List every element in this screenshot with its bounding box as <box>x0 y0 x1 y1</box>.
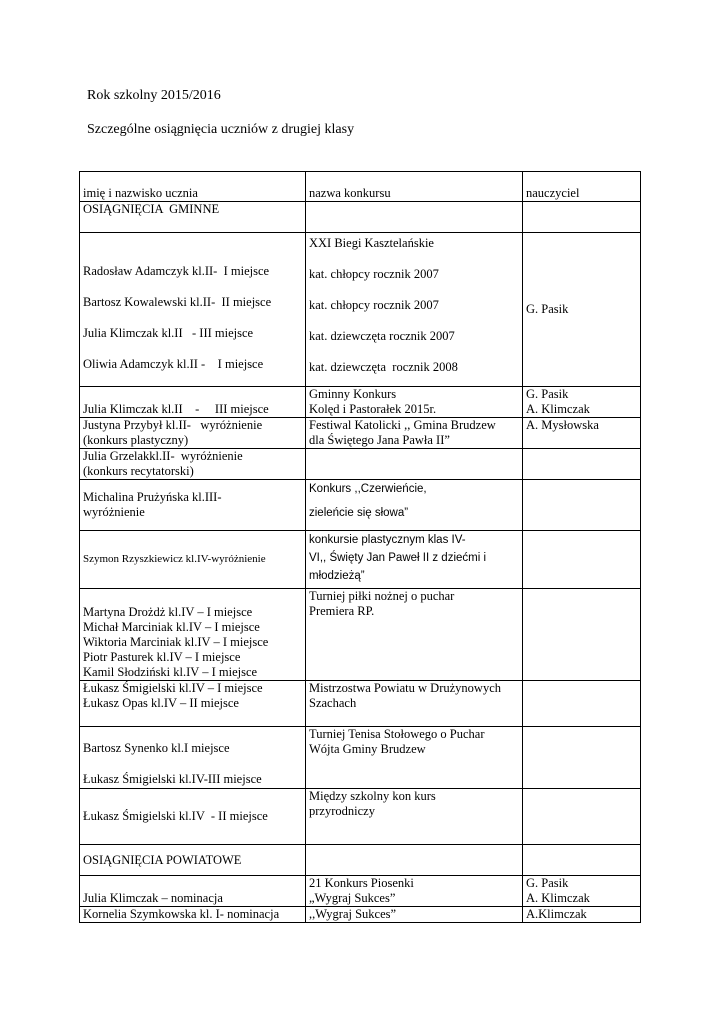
contest-cell <box>306 480 523 531</box>
student-cell: Julia Klimczak – nominacja <box>80 876 306 907</box>
school-year-heading: Rok szkolny 2015/2016 <box>87 88 221 103</box>
contest-entry: kat. dziewczęta rocznik 2007 <box>309 329 455 343</box>
contest-cell <box>306 876 523 907</box>
student-line: Kamil Słodziński kl.IV – I miejsce <box>83 665 258 679</box>
empty-cell <box>523 202 641 233</box>
student-entry: Bartosz Kowalewski kl.II- II miejsce <box>83 295 272 309</box>
header-student: imię i nazwisko ucznia <box>80 172 306 202</box>
teacher-line: G. Pasik <box>526 876 569 890</box>
student-cell <box>80 727 306 789</box>
student-line: Bartosz Synenko kl.I miejsce <box>83 741 230 755</box>
contest-entry: kat. dziewczęta rocznik 2008 <box>309 360 458 374</box>
contest-cell <box>306 681 523 727</box>
teacher-cell <box>523 387 641 418</box>
contest-line: Mistrzostwa Powiatu w Drużynowych <box>309 681 501 695</box>
student-cell: Kornelia Szymkowska kl. I- nominacja <box>80 907 306 923</box>
teacher-cell: A.Klimczak <box>523 907 641 923</box>
contest-line: zieleńcie się słowa” <box>309 507 409 519</box>
contest-line: przyrodniczy <box>309 804 375 818</box>
header-contest: nazwa konkursu <box>306 172 523 202</box>
section-title-powiatowe: OSIĄGNIĘCIA POWIATOWE <box>80 845 306 876</box>
student-cell: Julia Klimczak kl.II - III miejsce <box>80 387 306 418</box>
contest-entry: kat. chłopcy rocznik 2007 <box>309 267 439 281</box>
table-row <box>80 233 641 387</box>
empty-cell <box>523 531 641 589</box>
student-cell <box>80 449 306 480</box>
contest-line: młodzieżą” <box>309 570 365 582</box>
empty-cell <box>523 727 641 789</box>
table-row <box>80 789 641 845</box>
student-line: (konkurs plastyczny) <box>83 433 189 447</box>
header-teacher: nauczyciel <box>523 172 641 202</box>
contest-line: dla Świętego Jana Pawła II” <box>309 433 450 447</box>
contest-line: Festiwal Katolicki ,, Gmina Brudzew <box>309 418 496 432</box>
student-line: Wiktoria Marciniak kl.IV – I miejsce <box>83 635 269 649</box>
empty-cell <box>523 845 641 876</box>
contest-line: Między szkolny kon kurs <box>309 789 436 803</box>
table-row <box>80 449 641 480</box>
student-line: Julia Grzelakkl.II- wyróżnienie <box>83 449 243 463</box>
table-row <box>80 727 641 789</box>
teacher-line: A. Klimczak <box>526 402 590 416</box>
table-row <box>80 589 641 681</box>
student-line: Martyna Drożdż kl.IV – I miejsce <box>83 605 253 619</box>
contest-line: Premiera RP. <box>309 604 375 618</box>
student-cell <box>80 480 306 531</box>
contest-entry: XXI Biegi Kasztelańskie <box>309 236 434 250</box>
student-line: wyróżnienie <box>83 505 145 519</box>
student-line: Łukasz Opas kl.IV – II miejsce <box>83 696 239 710</box>
student-line: Michał Marciniak kl.IV – I miejsce <box>83 620 260 634</box>
contest-cell <box>306 727 523 789</box>
contest-cell <box>306 589 523 681</box>
teacher-cell <box>523 876 641 907</box>
table-row <box>80 480 641 531</box>
section-row-powiatowe <box>80 845 641 876</box>
contest-line: Turniej piłki nożnej o puchar <box>309 589 455 603</box>
student-line: (konkurs recytatorski) <box>83 464 194 478</box>
contest-line: VI,, Święty Jan Paweł II z dziećmi i <box>309 552 487 564</box>
table-row <box>80 387 641 418</box>
contest-cell <box>306 418 523 449</box>
empty-cell <box>523 449 641 480</box>
contest-line: „Wygraj Sukces” <box>309 891 396 905</box>
student-cell <box>80 233 306 387</box>
contest-line: Turniej Tenisa Stołowego o Puchar <box>309 727 485 741</box>
student-cell <box>80 418 306 449</box>
table-row <box>80 681 641 727</box>
empty-cell <box>306 845 523 876</box>
empty-cell <box>523 480 641 531</box>
table-row <box>80 531 641 589</box>
contest-line: Konkurs ,,Czerwieńcie, <box>309 483 427 495</box>
contest-cell <box>306 387 523 418</box>
contest-cell <box>306 531 523 589</box>
empty-cell <box>306 449 523 480</box>
table-row <box>80 876 641 907</box>
empty-cell <box>523 681 641 727</box>
student-line: Michalina Prużyńska kl.III- <box>83 490 222 504</box>
contest-cell: ,,Wygraj Sukces” <box>306 907 523 923</box>
empty-cell <box>523 789 641 845</box>
contest-line: 21 Konkurs Piosenki <box>309 876 414 890</box>
teacher-line: A. Klimczak <box>526 891 590 905</box>
contest-line: Szachach <box>309 696 357 710</box>
empty-cell <box>523 589 641 681</box>
achievements-table <box>79 171 641 923</box>
contest-line: Gminny Konkurs <box>309 387 397 401</box>
student-entry: Julia Klimczak kl.II - III miejsce <box>83 326 254 340</box>
student-line: Łukasz Śmigielski kl.IV – I miejsce <box>83 681 263 695</box>
document-subtitle: Szczególne osiągnięcia uczniów z drugiej klasy <box>87 122 355 137</box>
student-line: Justyna Przybył kl.II- wyróżnienie <box>83 418 263 432</box>
teacher-cell: G. Pasik <box>523 233 641 387</box>
section-title-gminne: OSIĄGNIĘCIA GMINNE <box>80 202 306 233</box>
table-row <box>80 418 641 449</box>
header-row <box>80 172 641 202</box>
contest-entry: kat. chłopcy rocznik 2007 <box>309 298 439 312</box>
student-line: Łukasz Śmigielski kl.IV-III miejsce <box>83 772 262 786</box>
student-cell: Szymon Rzyszkiewicz kl.IV-wyróżnienie <box>80 531 306 589</box>
student-entry: Oliwia Adamczyk kl.II - I miejsce <box>83 357 264 371</box>
student-cell: Łukasz Śmigielski kl.IV - II miejsce <box>80 789 306 845</box>
student-entry: Radosław Adamczyk kl.II- I miejsce <box>83 264 270 278</box>
contest-line: Wójta Gminy Brudzew <box>309 742 426 756</box>
student-cell <box>80 681 306 727</box>
student-cell <box>80 589 306 681</box>
teacher-line: G. Pasik <box>526 387 569 401</box>
teacher-cell: A. Mysłowska <box>523 418 641 449</box>
contest-cell <box>306 233 523 387</box>
contest-line: konkursie plastycznym klas IV- <box>309 534 466 546</box>
student-line: Piotr Pasturek kl.IV – I miejsce <box>83 650 241 664</box>
empty-cell <box>306 202 523 233</box>
contest-line: Kolęd i Pastorałek 2015r. <box>309 402 437 416</box>
contest-cell <box>306 789 523 845</box>
table-row <box>80 907 641 923</box>
section-row-gminne <box>80 202 641 233</box>
